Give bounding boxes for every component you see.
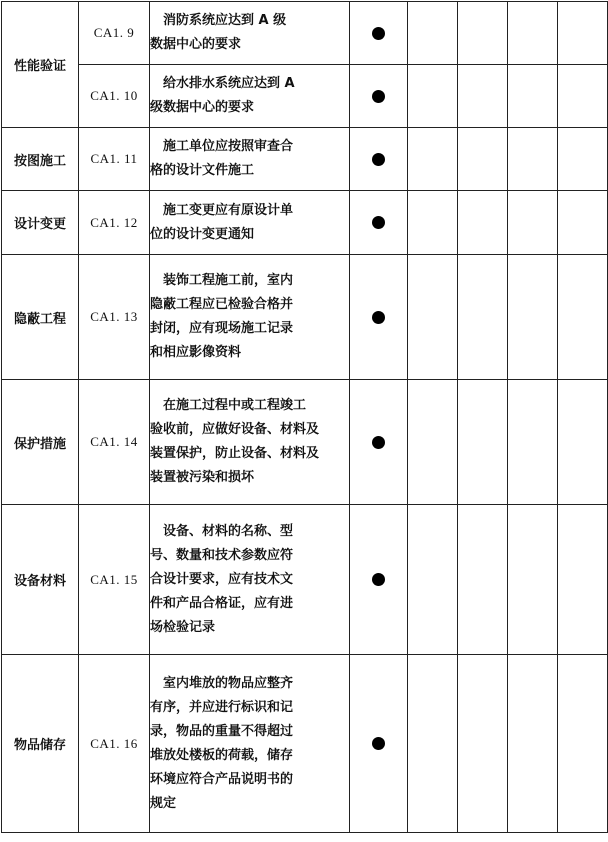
empty-cell bbox=[558, 65, 608, 128]
category-cell: 设计变更 bbox=[2, 191, 79, 255]
empty-cell bbox=[458, 191, 508, 255]
category-cell: 性能验证 bbox=[2, 2, 79, 128]
empty-cell bbox=[508, 65, 558, 128]
empty-cell bbox=[558, 655, 608, 833]
empty-cell bbox=[508, 655, 558, 833]
requirement-line: 号、数量和技术参数应符 bbox=[150, 547, 294, 563]
table-row bbox=[2, 128, 608, 191]
requirement-line: 封闭，应有现场施工记录 bbox=[150, 321, 294, 336]
category-cell: 物品储存 bbox=[2, 655, 79, 833]
requirement-line: 场检验记录 bbox=[150, 619, 216, 635]
requirement-text bbox=[150, 655, 350, 833]
empty-cell bbox=[408, 2, 458, 65]
empty-cell bbox=[558, 380, 608, 505]
table-row bbox=[2, 2, 608, 65]
requirement-line: 在施工过程中或工程竣工 bbox=[163, 398, 307, 413]
requirement-text bbox=[150, 128, 350, 191]
empty-cell bbox=[508, 191, 558, 255]
empty-cell bbox=[558, 2, 608, 65]
requirement-line: 室内堆放的物品应整齐 bbox=[163, 675, 294, 691]
empty-cell bbox=[458, 65, 508, 128]
requirement-line: 装置被污染和损坏 bbox=[150, 470, 255, 485]
item-code: CA1. 10 bbox=[79, 65, 150, 128]
table-row bbox=[2, 505, 608, 655]
mark-cell bbox=[350, 128, 408, 191]
mark-cell bbox=[350, 505, 408, 655]
requirement-line: 装饰工程施工前，室内 bbox=[163, 273, 294, 288]
item-code: CA1. 13 bbox=[79, 255, 150, 380]
requirement-text bbox=[150, 191, 350, 255]
filled-dot-icon bbox=[372, 737, 385, 750]
requirement-line: 设备、材料的名称、型 bbox=[163, 523, 294, 539]
requirement-line: 和相应影像资料 bbox=[150, 345, 242, 360]
requirement-line: 有序，并应进行标识和记 bbox=[150, 699, 294, 715]
filled-dot-icon bbox=[372, 573, 385, 586]
requirement-line: 件和产品合格证，应有进 bbox=[150, 595, 294, 611]
requirement-line: 装置保护，防止设备、材料及 bbox=[150, 446, 320, 461]
empty-cell bbox=[508, 505, 558, 655]
empty-cell bbox=[408, 128, 458, 191]
table-row bbox=[2, 655, 608, 833]
requirement-text bbox=[150, 2, 350, 65]
empty-cell bbox=[408, 255, 458, 380]
item-code: CA1. 16 bbox=[79, 655, 150, 833]
table-row bbox=[2, 191, 608, 255]
requirement-line: 录，物品的重量不得超过 bbox=[150, 723, 294, 739]
requirement-text bbox=[150, 380, 350, 505]
requirement-line: 隐蔽工程应已检验合格并 bbox=[150, 297, 294, 312]
requirement-text bbox=[150, 65, 350, 128]
requirement-line: 验收前，应做好设备、材料及 bbox=[150, 422, 320, 437]
empty-cell bbox=[508, 2, 558, 65]
mark-cell bbox=[350, 2, 408, 65]
empty-cell bbox=[458, 655, 508, 833]
empty-cell bbox=[458, 380, 508, 505]
empty-cell bbox=[408, 65, 458, 128]
empty-cell bbox=[408, 380, 458, 505]
empty-cell bbox=[558, 255, 608, 380]
empty-cell bbox=[508, 380, 558, 505]
requirement-line: 数据中心的要求 bbox=[150, 37, 242, 52]
filled-dot-icon bbox=[372, 27, 385, 40]
item-code: CA1. 11 bbox=[79, 128, 150, 191]
empty-cell bbox=[458, 505, 508, 655]
empty-cell bbox=[458, 128, 508, 191]
mark-cell bbox=[350, 191, 408, 255]
filled-dot-icon bbox=[372, 90, 385, 103]
empty-cell bbox=[558, 505, 608, 655]
empty-cell bbox=[458, 2, 508, 65]
requirement-line: 施工变更应有原设计单 bbox=[163, 202, 294, 218]
filled-dot-icon bbox=[372, 311, 385, 324]
empty-cell bbox=[458, 255, 508, 380]
requirement-line: 堆放处楼板的荷载，储存 bbox=[150, 747, 294, 763]
empty-cell bbox=[558, 191, 608, 255]
filled-dot-icon bbox=[372, 153, 385, 166]
requirement-line: 合设计要求，应有技术文 bbox=[150, 571, 294, 587]
mark-cell bbox=[350, 380, 408, 505]
category-cell: 设备材料 bbox=[2, 505, 79, 655]
table-row bbox=[2, 255, 608, 380]
category-cell: 隐蔽工程 bbox=[2, 255, 79, 380]
empty-cell bbox=[408, 505, 458, 655]
item-code: CA1. 9 bbox=[79, 2, 150, 65]
table-row bbox=[2, 65, 608, 128]
requirement-line: 级数据中心的要求 bbox=[150, 100, 255, 115]
empty-cell bbox=[408, 655, 458, 833]
empty-cell bbox=[408, 191, 458, 255]
table-row bbox=[2, 380, 608, 505]
requirement-line: 格的设计文件施工 bbox=[150, 163, 255, 178]
category-cell: 保护措施 bbox=[2, 380, 79, 505]
category-cell: 按图施工 bbox=[2, 128, 79, 191]
item-code: CA1. 12 bbox=[79, 191, 150, 255]
filled-dot-icon bbox=[372, 436, 385, 449]
empty-cell bbox=[508, 255, 558, 380]
requirement-line: 规定 bbox=[150, 795, 177, 811]
requirement-line: 给水排水系统应达到 A bbox=[163, 76, 295, 91]
empty-cell bbox=[558, 128, 608, 191]
item-code: CA1. 15 bbox=[79, 505, 150, 655]
empty-cell bbox=[508, 128, 558, 191]
mark-cell bbox=[350, 65, 408, 128]
requirement-text bbox=[150, 505, 350, 655]
requirement-line: 消防系统应达到 A 级 bbox=[163, 13, 287, 28]
requirement-text bbox=[150, 255, 350, 380]
mark-cell bbox=[350, 655, 408, 833]
filled-dot-icon bbox=[372, 216, 385, 229]
requirement-line: 环境应符合产品说明书的 bbox=[150, 771, 294, 787]
mark-cell bbox=[350, 255, 408, 380]
item-code: CA1. 14 bbox=[79, 380, 150, 505]
specification-table bbox=[1, 1, 608, 833]
requirement-line: 施工单位应按照审查合 bbox=[163, 139, 294, 154]
requirement-line: 位的设计变更通知 bbox=[150, 226, 255, 242]
